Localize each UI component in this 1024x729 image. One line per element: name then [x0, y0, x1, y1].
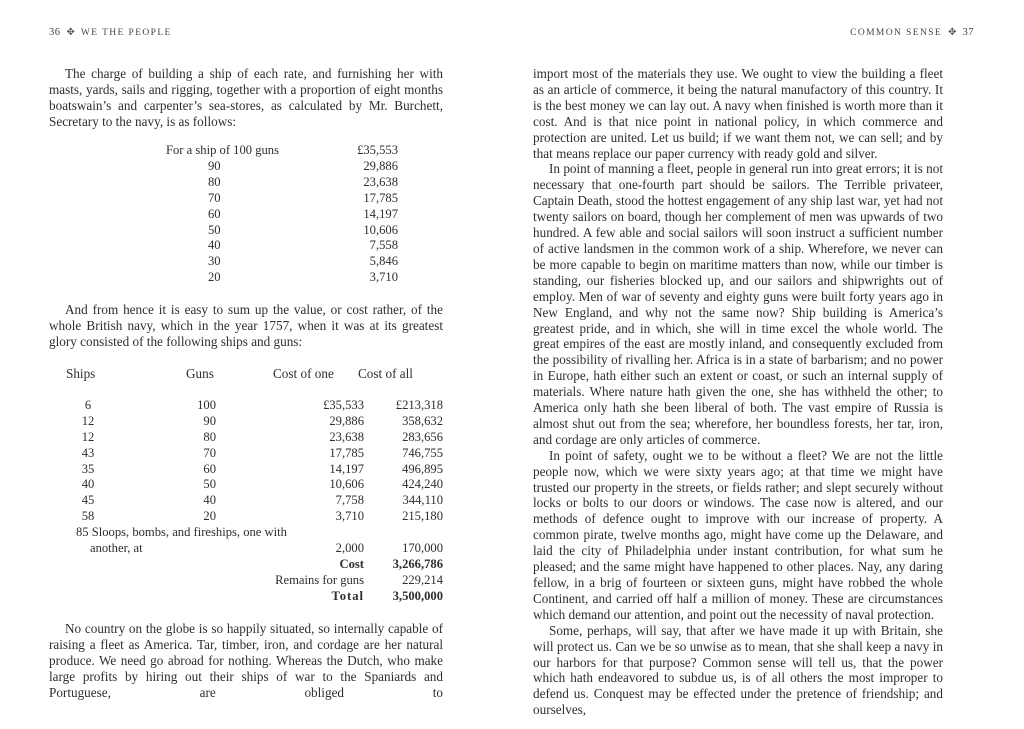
table-row: [66, 477, 443, 493]
running-head-right: [850, 27, 974, 38]
total-label: Total: [331, 588, 364, 603]
row-cost: £35,553: [357, 143, 398, 157]
cell-ships: 43: [81, 445, 95, 460]
ship-rate-cost-table: [166, 143, 398, 286]
row-cost: 3,710: [369, 270, 398, 285]
cell-cost-of-all: 496,895: [402, 461, 443, 476]
cell-guns: 20: [203, 509, 216, 524]
paragraph: import most of the materials they use. We ought to view the building a fleet as an article of commerce, it being the natural manufactory of this country. It is the best money we can lay out. A navy when finished is worth more than it cost. And is that nice point in national policy, in which commerce and protection are united. Let us build; if we want them not, we can sell; and by that means replace our paper currency with ready gold and silver.: [533, 66, 943, 161]
right-page: [512, 0, 1024, 729]
cell-cost-of-all: 283,656: [402, 429, 443, 444]
row-guns: 80: [208, 174, 221, 189]
row-cost: 17,785: [363, 190, 398, 205]
row-cost: 7,558: [369, 238, 398, 253]
cell-sloops-label-cont: another, at: [90, 541, 143, 556]
row-guns: 40: [208, 238, 221, 253]
row-cost: 29,886: [363, 158, 398, 173]
table-row: [166, 143, 398, 159]
cell-guns: 60: [203, 461, 216, 476]
paragraph: No country on the globe is so happily situated, so internally capable of raising a fleet as America. Tar, timber, iron, and cordage are her natural produce. We need go abroad for nothing. Whereas the Dutch, who make large profits by hiring out their ships of war to the Spaniards and Portuguese, are obliged to: [49, 621, 443, 700]
table-row-cost: [66, 556, 443, 573]
running-title: COMMON SENSE: [850, 28, 943, 38]
paragraph-1-block: [49, 66, 443, 130]
cell-cost-of-one: 29,886: [329, 413, 364, 428]
cell-cost-of-one: 14,197: [329, 461, 364, 476]
table-row: [66, 413, 443, 430]
cell-ships: 6: [84, 398, 92, 412]
cell-cost-of-all: 170,000: [402, 541, 443, 556]
row-guns: 20: [208, 270, 221, 285]
row-cost: 23,638: [363, 174, 398, 189]
navy-cost-table: [66, 366, 443, 605]
table-row: [66, 509, 443, 525]
cell-cost-of-one: 3,710: [335, 509, 364, 524]
page-number: 36: [49, 27, 61, 38]
cell-cost-of-all: 746,755: [402, 445, 443, 460]
table-row: [166, 207, 398, 223]
cost-label: Cost: [339, 556, 364, 571]
row-guns: 70: [208, 190, 221, 205]
running-head-left: [49, 27, 172, 38]
table-row-sloops-cont: [66, 541, 443, 557]
table-row: [166, 175, 398, 191]
remains-label: Remains for guns: [275, 572, 364, 587]
row-label: For a ship of 100 guns: [166, 143, 279, 157]
table-row: [166, 238, 398, 254]
table-row: [66, 398, 443, 414]
row-guns: 50: [208, 222, 221, 237]
header-guns: Guns: [186, 366, 214, 381]
remains-value: 229,214: [402, 572, 443, 587]
cell-ships: 45: [81, 493, 95, 508]
paragraph: Some, perhaps, will say, that after we have made it up with Britain, she will protect us. Can we be so unwise as to mean, that she shall keep a navy in our harbors for that purpose? Common sense will tell us, that the power which hath endeavored to subdue us, is of all others the most improper to defend us. Conquest may be effected under the pretence of friendship; and ourselves,: [533, 622, 943, 718]
header-ships: Ships: [66, 366, 96, 381]
cell-cost-of-all: £213,318: [395, 398, 443, 412]
table-row: [66, 493, 443, 509]
paragraph: And from hence it is easy to sum up the value, or cost rather, of the whole British navy, which in the year 1757, when it was at its greatest glory consisted of the following ships and guns:: [49, 302, 443, 349]
row-cost: 14,197: [363, 206, 398, 221]
table-row: [166, 270, 398, 286]
cell-cost-of-all: 424,240: [402, 477, 443, 492]
table-row: [66, 429, 443, 446]
cell-cost-of-one: £35,533: [323, 398, 364, 412]
table-row: [166, 159, 398, 175]
cell-cost-of-one: 17,785: [329, 445, 364, 460]
cell-guns: 80: [203, 429, 216, 444]
ornament-icon: ✥: [948, 27, 957, 38]
table-header: [66, 366, 418, 386]
cell-guns: 70: [203, 445, 216, 460]
total-value: 3,500,000: [392, 588, 443, 603]
table-row-remains: [66, 572, 443, 589]
row-guns: 30: [208, 254, 221, 269]
row-guns: 60: [208, 206, 221, 221]
ornament-icon: ✥: [66, 27, 75, 38]
cell-guns: 50: [203, 477, 216, 492]
paragraph-3-block: [49, 621, 443, 701]
cell-ships: 40: [81, 477, 95, 492]
cell-cost-of-one: 7,758: [335, 493, 364, 508]
running-title: WE THE PEOPLE: [80, 28, 172, 38]
cell-guns: 100: [197, 398, 216, 412]
table-row: [66, 461, 443, 478]
table-row-sloops: [66, 525, 418, 541]
cell-guns: 90: [203, 413, 216, 428]
cell-ships: 12: [81, 413, 95, 428]
table-row: [166, 254, 398, 270]
table-row: [66, 445, 443, 462]
table-row: [166, 191, 398, 207]
cell-guns: 40: [203, 493, 216, 508]
page-number: 37: [962, 27, 974, 38]
cell-ships: 12: [81, 429, 95, 444]
paragraph: In point of manning a fleet, people in general run into great errors; it is not necessary that one-fourth part should be sailors. The Terrible privateer, Captain Death, stood the hottest engagement of any ship last war, yet had not twenty sailors on board, though her complement of men was upwards of two hundred. A few able and social sailors will soon instruct a sufficient number of active landsmen in the common work of a ship. Wherefore, we never can be more capable to begin on maritime matters than now, while our timber is standing, our fisheries blocked up, and our sailors and shipwrights out of employ. Men of war of seventy and eighty guns were built forty years ago in New England, and why not the same now? Ship building is America’s greatest pride, and in which, she will in time excel the whole world. The great empires of the east are mostly inland, and consequently excluded from the possibility of rivalling her. Africa is in a state of barbarism; and no power in Europe, hath either such an extent or coast, or such an internal supply of materials. Where nature hath given the one, she has withheld the other; to America only hath she been liberal of both. The vast empire of Russia is almost shut out from the sea; wherefore, her boundless forests, her tar, iron, and cordage are only articles of commerce.: [533, 161, 943, 447]
row-cost: 5,846: [369, 254, 398, 269]
paragraph-2-block: [49, 302, 443, 350]
table-row: [166, 223, 398, 239]
cell-ships: 58: [81, 509, 95, 524]
cost-value: 3,266,786: [392, 556, 443, 571]
cell-cost-of-all: 215,180: [402, 509, 443, 524]
cell-cost-of-all: 344,110: [402, 493, 443, 508]
header-cost-of-one: Cost of one: [273, 366, 334, 381]
cell-cost-of-one: 2,000: [335, 541, 364, 556]
cell-cost-of-all: 358,632: [402, 413, 443, 428]
row-cost: 10,606: [363, 222, 398, 237]
cell-sloops-label: 85 Sloops, bombs, and fireships, one with: [76, 525, 287, 540]
paragraph: The charge of building a ship of each rate, and furnishing her with masts, yards, sails and rigging, together with a proportion of eight months boatswain’s and carpenter’s sea-stores, as calculated by Mr. Burchett, Secretary to the navy, is as follows:: [49, 66, 443, 129]
right-text-block: [533, 66, 943, 718]
cell-cost-of-one: 23,638: [329, 429, 364, 444]
header-cost-of-all: Cost of all: [358, 366, 413, 381]
table-row-total: [66, 588, 443, 605]
cell-cost-of-one: 10,606: [329, 477, 364, 492]
cell-ships: 35: [81, 461, 95, 476]
paragraph: In point of safety, ought we to be without a fleet? We are not the little people now, which we were sixty years ago; at that time we might have trusted our property in the streets, or fields rather; and slept securely without locks or bolts to our doors or windows. The case now is altered, and our methods of defence ought to improve with our increase of property. A common pirate, twelve months ago, might have come up the Delaware, and laid the city of Philadelphia under instant contribution, for what sum he pleased; and the same might have happened to other places. Nay, any daring fellow, in a brig of fourteen or sixteen guns, might have robbed the whole Continent, and carried off half a million of money. These are circumstances which demand our attention, and point out the necessity of naval protection.: [533, 447, 943, 622]
row-guns: 90: [208, 158, 221, 173]
